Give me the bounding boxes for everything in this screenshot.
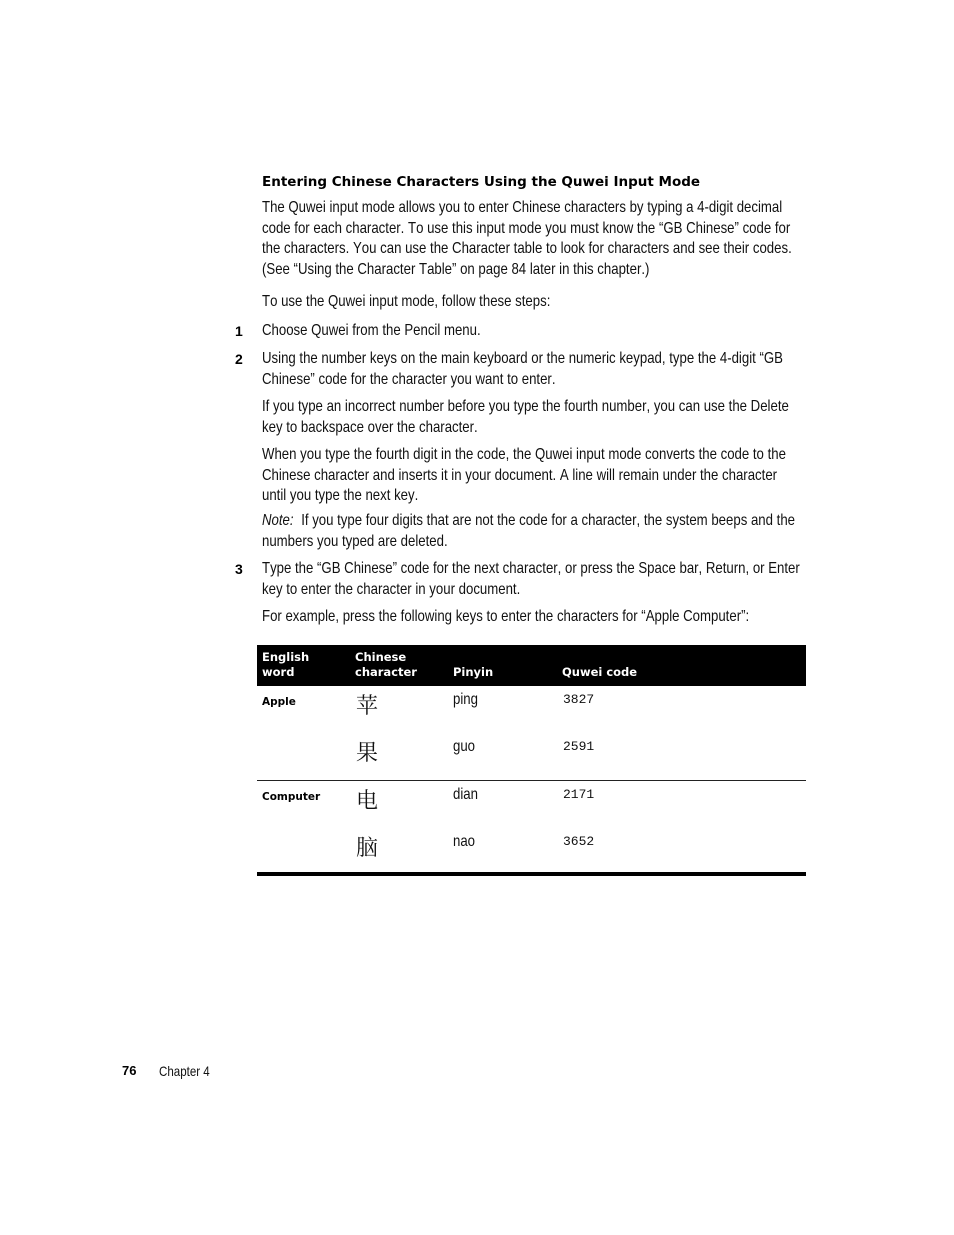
steps-intro: To use the Quwei input mode, follow these steps:	[262, 293, 551, 310]
pinyin: guo	[453, 738, 476, 755]
step-text: Type the “GB Chinese” code for the next character, or press the Space bar, Return, or Enter key to enter the character in your document.	[262, 560, 800, 598]
pinyin: dian	[453, 786, 478, 803]
header-english-word: English word	[262, 649, 310, 679]
chapter-label: Chapter 4	[159, 1063, 210, 1079]
chinese-character: 果	[356, 741, 379, 766]
step-number: 3	[235, 561, 243, 577]
step-text: Using the number keys on the main keyboard or the numeric keypad, type the 4-digit “GB Chinese” code for the character you want to enter.	[262, 350, 783, 388]
quwei-code: 3652	[563, 834, 595, 849]
table-row	[257, 828, 806, 875]
intro-paragraph: The Quwei input mode allows you to enter Chinese characters by typing a 4-digit decimal code for each character. To use this input mode you must know the “GB Chinese” code for the characters. You can use the Character table to look for characters and see their codes. (See “Using the Character Table” on page 84 later in this chapter.)	[262, 199, 792, 278]
chinese-character: 脑	[356, 836, 379, 861]
quwei-code: 2171	[563, 787, 595, 802]
step-detail-paragraph: For example, press the following keys to enter the characters for “Apple Computer”:	[262, 608, 750, 625]
header-chinese-character: Chinese character	[355, 649, 417, 679]
pinyin: ping	[453, 691, 478, 708]
quwei-code: 3827	[563, 692, 595, 707]
section-heading: Entering Chinese Characters Using the Quwei Input Mode	[262, 174, 701, 190]
english-word: Computer	[262, 791, 321, 803]
note-paragraph	[262, 511, 802, 552]
table-row-group	[257, 781, 806, 872]
step-number: 2	[235, 351, 243, 367]
chinese-character: 苹	[356, 694, 379, 719]
header-pinyin: Pinyin	[453, 664, 494, 679]
table-row-group	[257, 686, 806, 781]
table-row	[257, 686, 806, 733]
page-number: 76	[122, 1063, 137, 1078]
quwei-code: 2591	[563, 739, 595, 754]
table-header	[257, 645, 806, 686]
quwei-example-table	[257, 645, 806, 876]
step-text: Choose Quwei from the Pencil menu.	[262, 322, 481, 339]
step-detail-paragraph: When you type the fourth digit in the code, the Quwei input mode converts the code to the Chinese character and inserts it in your document. A line will remain under the character until you type the next key.	[262, 446, 786, 504]
pinyin: nao	[453, 833, 476, 850]
step-detail-paragraph: If you type an incorrect number before you type the fourth number, you can use the Delete key to backspace over the character.	[262, 398, 789, 436]
step-number: 1	[235, 323, 243, 339]
header-quwei-code: Quwei code	[562, 664, 638, 679]
english-word: Apple	[262, 696, 296, 708]
chinese-character: 电	[356, 789, 379, 814]
note-text: If you type four digits that are not the code for a character, the system beeps and the numbers you typed are deleted.	[262, 512, 796, 550]
table-bottom-rule	[257, 872, 806, 876]
note-label: Note:	[262, 512, 294, 529]
table-row	[257, 733, 806, 780]
table-row	[257, 781, 806, 828]
